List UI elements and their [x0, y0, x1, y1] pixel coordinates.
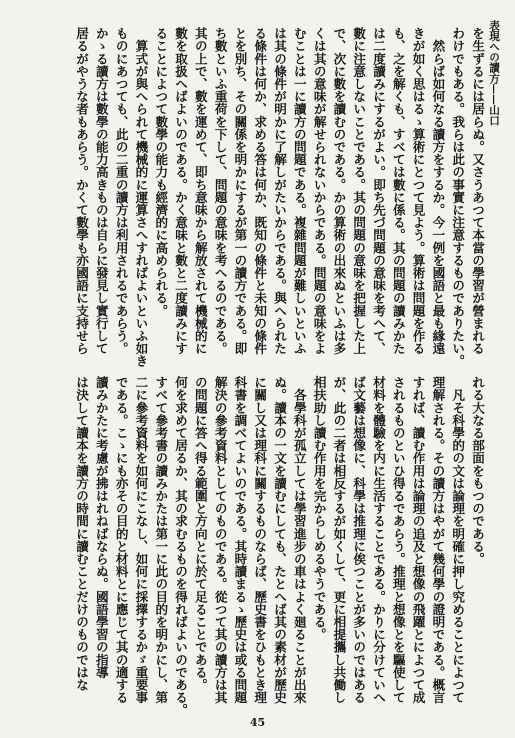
text-line: は其の條件が明かに了解しがたいからである。與へられた	[272, 27, 288, 355]
text-line: 數に注意しないことである。其の問題の意味を把握した上	[351, 27, 367, 355]
text-line: 二に參考資料を如何にこなし、如何に採擇するかゞ重要事	[133, 376, 149, 704]
text-line: きが如く思はるゝ算術にとつて見よう。算術は問題を作る	[410, 27, 426, 355]
text-line: に關し又は理科に關するものならば、歷史書をひもとき理	[252, 376, 268, 704]
upper-text-block	[71, 27, 487, 368]
text-line: 凡そ科學的の文は論理を明確に押し究めることによつて	[450, 376, 466, 704]
text-line: とを別ち、その關係を明かにするが第一の讀方である。即	[232, 27, 248, 355]
text-line: が、此の二者は相反するが如くして、更に相提攜し共働し	[331, 376, 347, 704]
text-line: を生ずるには居らぬ。又さうあつて本當の學習が營まれる	[470, 27, 485, 355]
text-line: ることによつて數學の能力も經濟的に高められる。	[153, 27, 169, 317]
text-line: 讀みかたに考慮が拂はれねばならぬ。國語學習の指導	[93, 376, 109, 679]
text-line: むことは一に讀方の問題である。複雜問題が難しいといふ	[291, 27, 307, 355]
text-line: 何を求めて居るか、其の求むるものを得ればよいのである。	[173, 376, 189, 717]
text-line: の問題に答へ得る範圍と方向とに於て足ることである。	[192, 376, 208, 691]
text-line: されるものといひ得るであらう。推理と想像とを驅使して	[390, 376, 406, 704]
text-line: 解決の參考資料としてのものである。從つて其の讀方は其	[212, 376, 228, 704]
text-line: 其の上で、數を運めて、即ち意味から解放されて機械的に	[192, 27, 208, 355]
text-line: すれば、讀む作用は論理の追及と想像の飛躍とによつて成	[410, 376, 426, 704]
text-line: ぬ。讀本の一文を讀むにしても、たとへば其の素材が歷史	[272, 376, 288, 704]
text-line: 相扶助し讀む作用を完からしめるやうである。	[311, 376, 327, 641]
text-line: すべて參考書の讀みかたは第一に此の目的を明かにし、第	[153, 376, 169, 704]
text-line: は二度讀みにするがよい。即ち先づ問題の意味を考へて、	[371, 27, 387, 355]
text-line: も、之を解くも、すべては數に係る。其の問題の讀みかた	[390, 27, 406, 355]
text-line: ち數といふ重荷を下して、問題の意味を考へるのである。	[212, 27, 228, 355]
text-line: れる大なる部面をもつのである。	[470, 376, 485, 565]
text-line: くは其の意味が解せられないからである。問題の意味をよ	[311, 27, 327, 355]
text-line: 各學科が孤立しては學習進步の車はよく廻ることが出來	[291, 376, 307, 704]
text-line: ものにあつても、此の二重の讀方は利用されるであらう。	[113, 27, 129, 355]
text-line: で、次に數を讀むのである。かの算術の出來ぬといふは多	[331, 27, 347, 355]
text-line: は決して讀本を讀方の時間に讀むことだけのものではな	[74, 376, 90, 691]
text-line: かゝる讀方は數學の能力高きものは自らに發見し實行して	[93, 27, 109, 355]
page-number: 45	[249, 716, 266, 729]
text-line: 然らば如何なる讀方をするか。今一例を國語と最も緣遠	[430, 27, 446, 355]
text-line: 居るがやうな者もあらう。かくて數學も亦國語に支持せら	[74, 27, 90, 355]
text-line: 數を取扱へばよいのである。かく意味と數と二度讀みにす	[173, 27, 189, 355]
text-line: 理解される。その讀方はやがて幾何學の證明である。概言	[430, 376, 446, 704]
lower-text-block	[71, 376, 487, 717]
text-line: る條件は何か、求める答は何か、既知の條件と未知の條件	[252, 27, 268, 355]
text-line: 科書を調べてよいのである。其時讀まるゝ歷史は或る問題	[232, 376, 248, 704]
text-line: 算式が與へられて機械的に運算さへすればよいといふ如き	[133, 27, 149, 368]
text-line: である。こゝにも亦その目的と材料とに應じて其の適する	[113, 376, 129, 704]
text-line: 材料を體驗を内に生活することである。かりに分けていへ	[371, 376, 387, 704]
text-line: ば文藝は想像に、科學は推理に俟つことが多いのではある	[351, 376, 367, 704]
running-header: 表現への讀方——山口	[488, 20, 500, 126]
text-line: わけでもある。我らは此の事實に注意するものでありたい。	[450, 27, 466, 368]
